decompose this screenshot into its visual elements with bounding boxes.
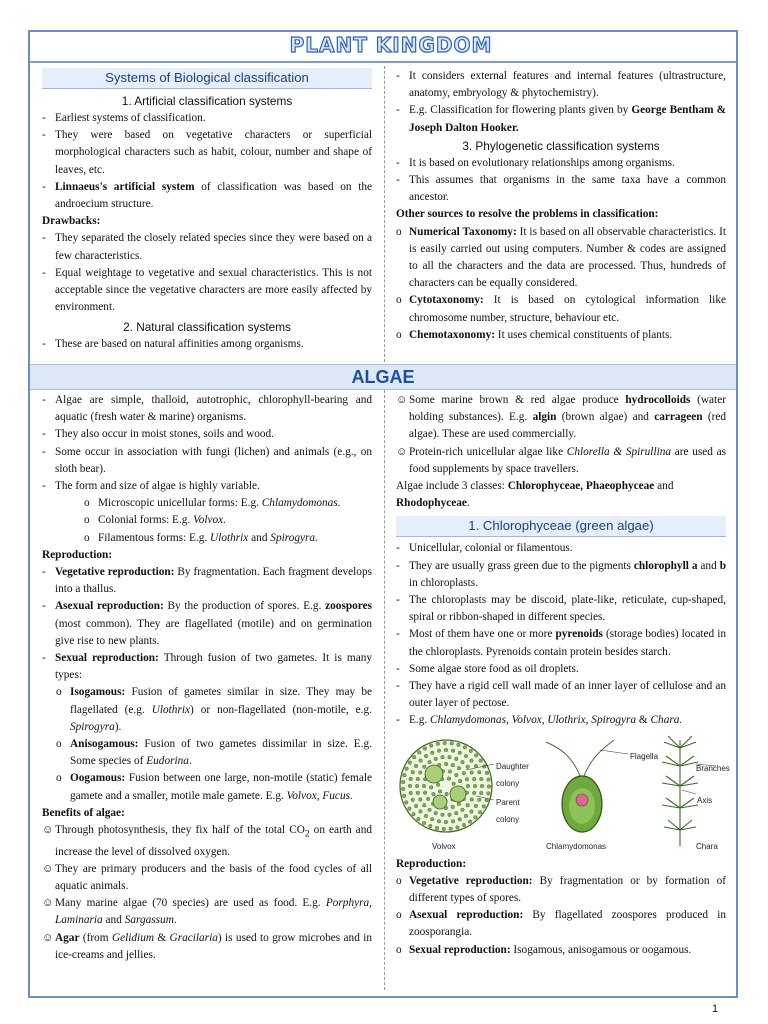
bullet-marker: o <box>396 294 402 307</box>
volvox-cell <box>474 753 478 757</box>
volvox-cell <box>435 826 439 830</box>
volvox-cell <box>473 784 477 788</box>
green-algae-illustration <box>396 734 726 852</box>
volvox-cell <box>430 751 434 755</box>
bullet-marker: - <box>42 600 46 613</box>
figure-label-daughter-colony: Daughter colony <box>496 761 529 788</box>
volvox-cell <box>422 803 426 807</box>
bullet-marker: - <box>396 628 400 641</box>
volvox-cell <box>445 792 449 796</box>
volvox-cell <box>415 784 419 788</box>
volvox-cell <box>466 784 470 788</box>
reproduction-list <box>42 564 372 684</box>
volvox-cell <box>466 803 470 807</box>
volvox-cell <box>474 815 478 819</box>
volvox-cell <box>480 791 484 795</box>
benefits-list <box>42 822 372 964</box>
volvox-cell <box>478 810 482 814</box>
volvox-cell <box>444 762 448 766</box>
bullet-marker: o <box>84 531 90 544</box>
list-item: - They also occur in moist stones, soils and wood. <box>42 426 372 443</box>
volvox-cell <box>457 802 461 806</box>
volvox-cell <box>404 800 408 804</box>
green-algae-figure <box>396 734 730 852</box>
volvox-cell <box>464 754 468 758</box>
volvox-cell <box>426 797 430 801</box>
figure-label-chlamydomonas: Chlamydomonas <box>546 841 607 851</box>
bullet-marker: - <box>396 680 400 693</box>
list-item: o Oogamous: Fusion between one large, non-motile (static) female gamete and a smaller, motile male gamete. E.g. Volvox, Fucus. <box>56 772 372 802</box>
list-item: - Some occur in association with fungi (lichen) and animals (e.g., on sloth bear). <box>42 445 372 475</box>
chlorophyceae-reproduction-label: Reproduction: <box>396 857 467 870</box>
bullet-marker: ☺ <box>42 931 54 944</box>
bullet-marker: - <box>42 180 46 193</box>
list-item: - Earliest systems of classification. <box>42 110 372 127</box>
list-item: - E.g. Chlamydomonas, Volvox, Ulothrix, Spirogyra & Chara. <box>396 712 726 729</box>
volvox-cell <box>409 777 413 781</box>
bullet-marker: - <box>42 445 46 458</box>
page-number: 1 <box>712 1003 719 1015</box>
volvox-cell <box>414 764 418 768</box>
page-title: PLANT KINGDOM <box>289 33 493 57</box>
chlorophyceae-list <box>396 540 726 729</box>
reproduction-label: Reproduction: <box>42 548 113 561</box>
list-item: - It considers external features and internal features (ultrastructure, anatomy, embryology & phytochemistry). <box>396 70 726 100</box>
algae-uses-list <box>396 392 726 478</box>
volvox-cell <box>444 820 448 824</box>
list-item: - Most of them have one or more pyrenoids (storage bodies) located in the chloroplasts. Pyrenoids contain protein besides starch. <box>396 628 726 658</box>
volvox-cell <box>470 797 474 801</box>
volvox-cell <box>487 784 491 788</box>
volvox-cell <box>434 757 438 761</box>
volvox-cell <box>408 784 412 788</box>
list-item: - Vegetative reproduction: By fragmentation. Each fragment develops into a thallus. <box>42 566 372 596</box>
volvox-cell <box>472 777 476 781</box>
algae-banner <box>30 364 736 390</box>
classification-right-column <box>396 68 726 344</box>
volvox-cell <box>424 814 428 818</box>
volvox-cell <box>402 794 406 798</box>
artificial-list <box>42 110 372 213</box>
volvox-cell <box>482 804 486 808</box>
bullet-marker: ☺ <box>42 862 54 875</box>
volvox-cell <box>428 760 432 764</box>
volvox-cell <box>409 791 413 795</box>
title-divider <box>30 61 736 63</box>
volvox-cell <box>403 773 407 777</box>
volvox-cell <box>437 749 441 753</box>
volvox-cell <box>456 825 460 829</box>
natural-list <box>42 336 372 353</box>
volvox-cell <box>461 808 465 812</box>
volvox-cell <box>419 758 423 762</box>
volvox-cell <box>408 806 412 810</box>
volvox-cell <box>457 743 461 747</box>
chara-drawing <box>662 736 716 846</box>
volvox-cell <box>480 777 484 781</box>
bullet-marker: o <box>396 874 402 887</box>
bullet-marker: - <box>42 266 46 279</box>
volvox-cell <box>470 809 474 813</box>
bullet-marker: - <box>42 129 46 142</box>
list-item: o Colonial forms: E.g. Volvox. <box>70 512 372 529</box>
sexual-types-list <box>42 684 372 804</box>
volvox-cell <box>448 813 452 817</box>
volvox-cell <box>411 770 415 774</box>
chlorophyceae-reproduction-list <box>396 873 726 959</box>
volvox-cell <box>429 743 433 747</box>
volvox-cell <box>436 783 440 787</box>
bullet-marker: o <box>56 686 62 699</box>
volvox-cell <box>416 777 420 781</box>
list-item: - E.g. Classification for flowering plants given by George Bentham & Joseph Dalton Hooker. <box>396 104 726 134</box>
bullet-marker: - <box>396 156 400 169</box>
volvox-cell <box>457 766 461 770</box>
volvox-cell <box>442 827 446 831</box>
volvox-cell <box>432 792 436 796</box>
bullet-marker: o <box>396 909 402 922</box>
volvox-cell <box>436 742 440 746</box>
algae-forms-list <box>42 495 372 547</box>
volvox-cell <box>450 741 454 745</box>
volvox-cell <box>401 787 405 791</box>
bullet-marker: - <box>42 428 46 441</box>
volvox-cell <box>487 791 491 795</box>
algae-right-column <box>396 392 730 959</box>
volvox-cell <box>417 817 421 821</box>
volvox-cell <box>416 791 420 795</box>
volvox-cell <box>422 765 426 769</box>
bullet-marker: - <box>396 714 400 727</box>
bullet-marker: - <box>396 662 400 675</box>
volvox-cell <box>474 804 478 808</box>
figure-label-branches: Branches <box>696 763 730 773</box>
volvox-cell <box>422 784 426 788</box>
bullet-marker: - <box>396 559 400 572</box>
volvox-cell <box>454 757 458 761</box>
list-item: - They separated the closely related species since they were based on a few characteristics. <box>42 232 372 262</box>
volvox-cell <box>479 758 483 762</box>
other-sources-list <box>396 224 726 344</box>
subheading-phylogenetic: 3. Phylogenetic classification systems <box>462 138 660 153</box>
volvox-cell <box>454 811 458 815</box>
list-item: o Anisogamous: Fusion of two gametes dissimilar in size. E.g. Some species of Eudorina. <box>56 738 372 768</box>
list-item: - Linnaeus's artificial system of classification was based on the androecium structure. <box>42 180 372 211</box>
list-item: ☺ Agar (from Gelidium & Gracilaria) is used to grow microbes and in ice-creams and jellies. <box>42 931 372 961</box>
volvox-cell <box>419 797 423 801</box>
volvox-cell <box>452 782 456 786</box>
list-item: o Asexual reproduction: By flagellated zoospores produced in zoosporangia. <box>396 909 726 939</box>
natural-continued-list <box>396 68 726 137</box>
volvox-cell <box>458 751 462 755</box>
benefits-label: Benefits of algae: <box>42 806 125 819</box>
volvox-drawing <box>400 740 494 832</box>
volvox-cell <box>451 805 455 809</box>
bullet-marker: - <box>396 104 400 117</box>
volvox-cell <box>470 758 474 762</box>
volvox-cell <box>437 819 441 823</box>
bullet-marker: ☺ <box>42 824 54 837</box>
subheading-natural: 2. Natural classification systems <box>123 320 291 335</box>
list-item: - Sexual reproduction: Through fusion of two gametes. It is many types: <box>42 652 373 682</box>
list-item: o Microscopic unicellular forms: E.g. Chlamydomonas. <box>70 495 372 512</box>
volvox-cell <box>430 817 434 821</box>
subheading-artificial: 1. Artificial classification systems <box>121 94 293 108</box>
list-item: - Equal weightage to vegetative and sexual characteristics. This is not acceptable since the vegetative characters are more easily affected by environment. <box>42 266 372 314</box>
volvox-cell <box>419 809 423 813</box>
list-item: - It is based on evolutionary relationships among organisms. <box>396 155 726 172</box>
bullet-marker: o <box>396 943 402 956</box>
bullet-marker: ☺ <box>42 897 54 910</box>
list-item: ☺ Through photosynthesis, they fix half of the total $CO_2$ on earth and increase the level of dissolved oxygen. <box>42 824 372 858</box>
bullet-marker: - <box>42 338 46 351</box>
column-divider <box>384 66 385 362</box>
figure-label-volvox: Volvox <box>432 841 456 851</box>
bullet-marker: - <box>42 566 46 579</box>
volvox-cell <box>417 750 421 754</box>
section-heading-classification: Systems of Biological classification <box>42 68 372 89</box>
volvox-cell <box>469 749 473 753</box>
figure-label-axis: Axis <box>697 795 713 805</box>
bullet-marker: o <box>84 514 90 527</box>
volvox-cell <box>454 773 458 777</box>
algae-intro-list <box>42 392 372 495</box>
volvox-cell <box>464 814 468 818</box>
volvox-cell <box>449 827 453 831</box>
volvox-cell <box>441 755 445 759</box>
volvox-cell <box>487 777 491 781</box>
other-sources-label: Other sources to resolve the problems in classification: <box>396 208 659 221</box>
volvox-cell <box>429 785 433 789</box>
volvox-cell <box>448 755 452 759</box>
list-item: o Cytotaxonomy: It is based on cytological information like chromosome number, structure, behaviour etc. <box>396 294 726 324</box>
volvox-cell <box>451 763 455 767</box>
volvox-cell <box>451 749 455 753</box>
list-item: - The chloroplasts may be discoid, plate-like, reticulate, cup-shaped, spiral or ribbon-shaped in different species. <box>396 594 726 624</box>
bullet-marker: - <box>396 542 400 555</box>
volvox-cell <box>405 767 409 771</box>
list-item: - These are based on natural affinities among organisms. <box>42 336 372 353</box>
volvox-cell <box>485 771 489 775</box>
list-item: ☺ Protein-rich unicellular algae like Chlorella & Spirullina are used as food supplements by space travellers. <box>396 445 726 475</box>
bullet-marker: - <box>42 232 46 245</box>
list-item: o Vegetative reproduction: By fragmentation or by formation of different types of spores. <box>396 874 726 905</box>
chlamydomonas-drawing <box>546 740 628 832</box>
classification-left-column <box>42 68 372 354</box>
volvox-cell <box>462 771 466 775</box>
volvox-cell <box>463 745 467 749</box>
figure-label-flagella: Flagella <box>630 751 659 761</box>
list-item: o Numerical Taxonomy: It is based on all observable characteristics. It is easily carried out using computers. Number & codes are assigned to all the characters and the data are processed. Thus, hundreds of characters can be equally considered. <box>396 225 726 290</box>
volvox-cell <box>468 820 472 824</box>
list-item: - They were based on vegetative characters or superficial morphological characters such as habit, colour, number and shape of leaves, etc. <box>42 129 372 176</box>
bullet-marker: - <box>396 70 400 82</box>
column-divider-lower <box>384 390 385 990</box>
bullet-marker: - <box>396 594 400 607</box>
volvox-cell <box>408 760 412 764</box>
list-item: - They have a rigid cell wall made of an inner layer of cellulose and an outer layer of pectose. <box>396 680 726 710</box>
volvox-cell <box>470 770 474 774</box>
figure-label-chara: Chara <box>696 841 718 851</box>
drawbacks-list <box>42 230 372 316</box>
list-item: - Asexual reproduction: By the production of spores. E.g. zoospores (most common). They are flagellated (motile) and on germination give rise to new plants. <box>42 600 372 647</box>
list-item: - Algae are simple, thalloid, autotrophic, chlorophyll-bearing and aquatic (fresh water & marine) organisms. <box>42 394 372 424</box>
volvox-cell <box>477 798 481 802</box>
bullet-marker: o <box>56 772 62 785</box>
volvox-cell <box>419 770 423 774</box>
algae-title: ALGAE <box>351 367 415 387</box>
list-item: ☺ Many marine algae (70 species) are used as food. E.g. Porphyra, Laminaria and Sargassum. <box>42 897 372 927</box>
bullet-marker: ☺ <box>396 445 408 458</box>
volvox-cell <box>424 754 428 758</box>
volvox-cell <box>480 784 484 788</box>
drawbacks-label: Drawbacks: <box>42 215 101 228</box>
volvox-cell <box>461 760 465 764</box>
bullet-marker: ☺ <box>396 394 408 406</box>
list-item: - The form and size of algae is highly variable. <box>42 478 372 495</box>
bullet-marker: o <box>84 497 90 510</box>
list-item: o Filamentous forms: E.g. Ulothrix and Spirogyra. <box>70 530 372 547</box>
volvox-cell <box>422 821 426 825</box>
list-item: ☺ They are primary producers and the basis of the food cycles of all aquatic animals. <box>42 862 372 892</box>
volvox-cell <box>428 808 432 812</box>
bullet-marker: - <box>42 480 46 493</box>
chlorophyceae-heading: 1. Chlorophyceae (green algae) <box>396 516 726 537</box>
volvox-cell <box>448 769 452 773</box>
bullet-marker: o <box>396 328 402 341</box>
volvox-cell <box>414 804 418 808</box>
volvox-cell <box>466 765 470 769</box>
volvox-cell <box>451 819 455 823</box>
list-item: - This assumes that organisms in the same taxa have a common ancestor. <box>396 174 726 204</box>
volvox-cell <box>472 791 476 795</box>
volvox-cell <box>411 798 415 802</box>
volvox-cell <box>458 817 462 821</box>
volvox-cell <box>477 770 481 774</box>
bullet-marker: o <box>396 225 402 238</box>
volvox-cell <box>458 779 462 783</box>
volvox-cell <box>444 748 448 752</box>
volvox-cell <box>441 813 445 817</box>
volvox-cell <box>434 811 438 815</box>
list-item: o Sexual reproduction: Isogamous, anisogamous or oogamous. <box>396 942 726 959</box>
volvox-cell <box>443 741 447 745</box>
list-item: - Unicellular, colonial or filamentous. <box>396 540 726 557</box>
list-item: ☺ Some marine brown & red algae produce hydrocolloids (water holding substances). E.g. algin (brown algae) and carrageen (red algae). These are used commercially. <box>396 394 727 441</box>
algae-classes-text: Algae include 3 classes: Chlorophyceae, Phaeophyceae and Rhodophyceae. <box>396 480 674 510</box>
algae-left-column <box>42 392 372 964</box>
list-item: o Chemotaxonomy: It uses chemical constituents of plants. <box>396 327 726 344</box>
bullet-marker: - <box>42 394 46 406</box>
volvox-cell <box>465 777 469 781</box>
volvox-cell <box>474 764 478 768</box>
bullet-marker: - <box>42 652 46 665</box>
bullet-marker: - <box>42 112 46 124</box>
volvox-cell <box>401 780 405 784</box>
volvox-cell <box>423 746 427 750</box>
list-item: o Isogamous: Fusion of gametes similar in size. They may be flagellated (e.g. Ulothrix) or non-flagellated (non-motile, e.g. Spirogyra). <box>56 686 372 733</box>
phylogenetic-list <box>396 155 726 207</box>
list-item: - They are usually grass green due to the pigments chlorophyll a and b in chloroplasts. <box>396 559 726 589</box>
volvox-cell <box>412 812 416 816</box>
bullet-marker: - <box>396 174 400 187</box>
volvox-cell <box>438 789 442 793</box>
volvox-cell <box>428 824 432 828</box>
volvox-cell <box>462 823 466 827</box>
volvox-cell <box>412 755 416 759</box>
volvox-cell <box>447 776 451 780</box>
bullet-marker: o <box>56 738 62 751</box>
volvox-cell <box>423 791 427 795</box>
list-item: - Some algae store food as oil droplets. <box>396 661 726 678</box>
figure-label-parent-colony: Parent colony <box>496 797 520 824</box>
